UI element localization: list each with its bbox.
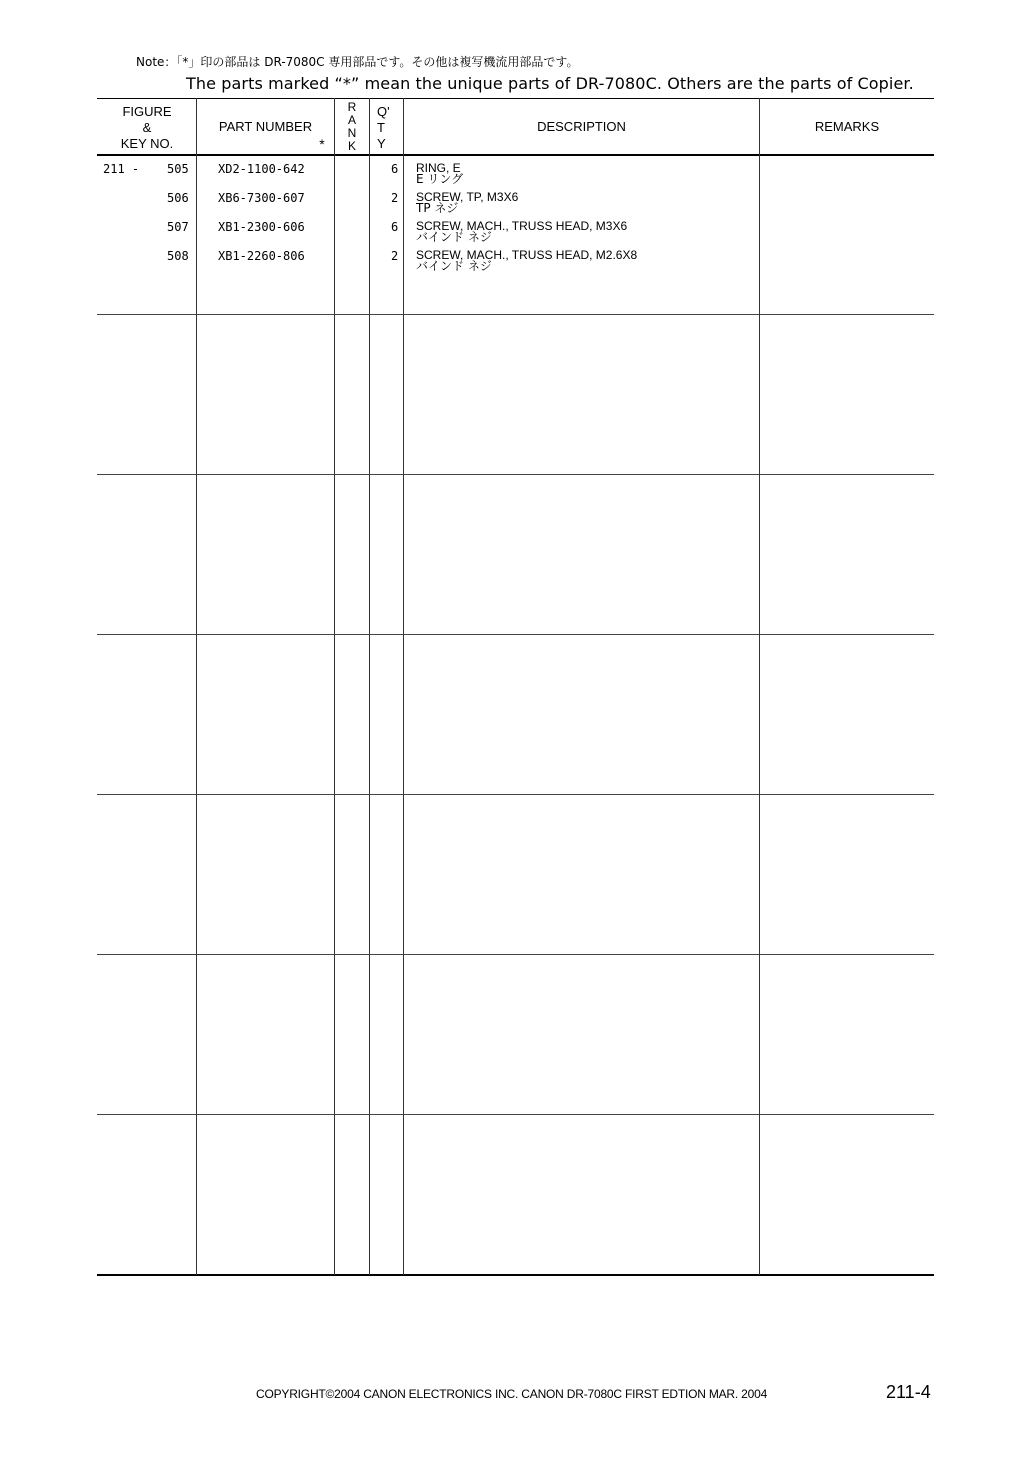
note-japanese: Note：「*」印の部品は DR-7080C 専用部品です。その他は複写機流用部品です。 [136,55,579,69]
header-description: DESCRIPTION [537,119,626,134]
column-divider [334,98,335,1275]
part-number: XB1-2300-606 [218,220,305,234]
key-number: 507 [167,220,189,234]
quantity: 2 [391,249,399,263]
header-figure-line2: & [142,120,152,135]
header-rank [335,101,369,153]
page-number: 211-4 [886,1382,931,1402]
section-divider [97,314,934,315]
part-number: XD2-1100-642 [218,162,305,176]
header-part-number: PART NUMBER [218,119,313,134]
copyright-footer: COPYRIGHT©2004 CANON ELECTRONICS INC. CANON DR-7080C FIRST EDTION MAR. 2004 [256,1387,768,1401]
column-divider [369,98,370,1275]
section-divider [97,474,934,475]
header-rank-n: N [347,126,357,140]
quantity: 6 [391,162,399,176]
note-english: The parts marked “*” mean the unique parts of DR-7080C. Others are the parts of Copier. [186,74,914,93]
header-figure-line1: FIGURE [122,104,172,119]
description-japanese: バインド ネジ [416,230,492,244]
quantity: 2 [391,191,399,205]
description-japanese: E リング [416,172,464,186]
header-rank-k: K [347,139,356,153]
description-japanese: TP ネジ [416,201,459,215]
column-divider [759,98,760,1275]
section-divider [97,954,934,955]
figure-number: 211 - [103,162,140,176]
section-divider [97,1114,934,1115]
header-rank-a: A [347,113,356,127]
description [416,192,518,214]
header-bottom-border [97,154,934,156]
table-bottom-border [97,1274,934,1276]
description-japanese: バインド ネジ [416,259,492,273]
description [416,163,463,185]
part-number: XB6-7300-607 [218,191,305,205]
description-english: SCREW, MACH., TRUSS HEAD, M2.6X8 [416,248,638,262]
header-rank-r: R [347,100,357,114]
key-number: 508 [167,249,189,263]
description [416,250,637,272]
table-top-border [97,98,934,99]
header-qty-y: Y [377,136,386,151]
part-number: XB1-2260-806 [218,249,305,263]
section-divider [97,634,934,635]
header-part-star: * [319,136,325,152]
key-number: 506 [167,191,189,205]
header-qty-t: T [377,120,385,135]
header-qty-q: Q' [377,104,390,119]
header-qty [377,104,390,152]
column-divider [403,98,404,1275]
description-english: SCREW, TP, M3X6 [416,190,519,204]
header-figure-line3: KEY NO. [120,136,174,151]
header-figure [97,104,197,152]
description-english: SCREW, MACH., TRUSS HEAD, M3X6 [416,219,628,233]
column-divider [196,98,197,1275]
quantity: 6 [391,220,399,234]
header-remarks: REMARKS [814,119,880,134]
key-number: 505 [167,162,189,176]
description [416,221,627,243]
description-english: RING, E [416,161,461,175]
section-divider [97,794,934,795]
